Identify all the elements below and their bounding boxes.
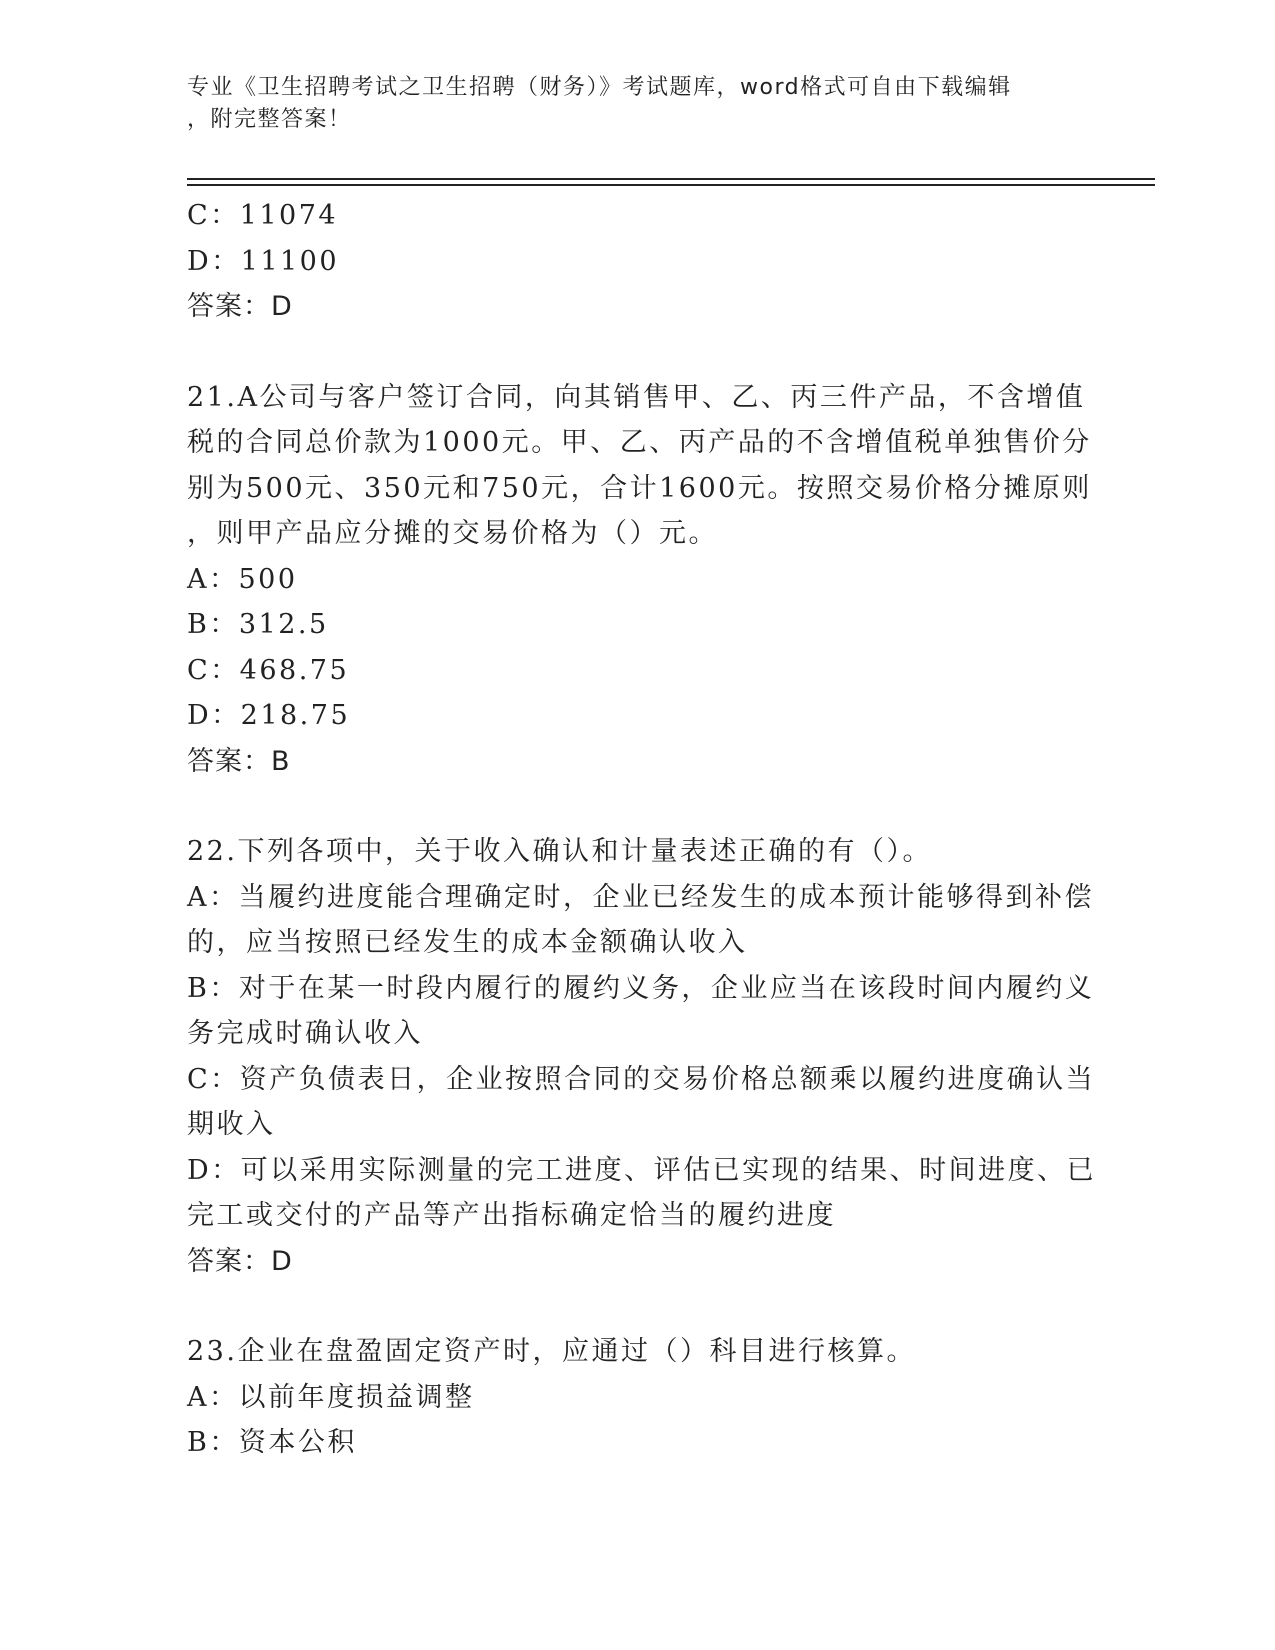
document-body (187, 193, 1097, 1466)
question-stem-line: 23.企业在盘盈固定资产时，应通过（）科目进行核算。 (187, 1336, 916, 1367)
answer-line: 答案：B (187, 745, 291, 777)
option-a: A：500 (187, 563, 298, 595)
option-d: D：218.75 (187, 700, 351, 731)
option-c-line-1: C：资产负债表日，企业按照合同的交易价格总额乘以履约进度确认当 (187, 1063, 1096, 1095)
question-stem-line: 21.A公司与客户签订合同，向其销售甲、乙、丙三件产品，不含增值 (187, 381, 1086, 413)
option-a: A：以前年度损益调整 (187, 1381, 475, 1413)
option-b-line-2: 务完成时确认收入 (187, 1018, 423, 1049)
spacer (187, 330, 1087, 375)
header-rule-top (187, 178, 1155, 180)
question-stem-line: 22.下列各项中，关于收入确认和计量表述正确的有（）。 (187, 836, 932, 867)
option-b-line-1: B：对于在某一时段内履行的履约义务，企业应当在该段时间内履约义 (187, 972, 1095, 1004)
option-b: B：312.5 (187, 609, 329, 640)
option-b: B：资本公积 (187, 1427, 357, 1458)
option-a-line-2: 的，应当按照已经发生的成本金额确认收入 (187, 927, 748, 958)
question-23 (187, 1329, 1087, 1466)
previous-question-tail (187, 193, 1087, 330)
question-stem-line: ，则甲产品应分摊的交易价格为（）元。 (187, 518, 718, 549)
question-stem-line: 税的合同总价款为1000元。甲、乙、丙产品的不含增值税单独售价分 (187, 427, 1092, 458)
header-line-1: 专业《卫生招聘考试之卫生招聘（财务）》考试题库，word格式可自由下载编辑 (187, 75, 1012, 100)
option-c-line-2: 期收入 (187, 1109, 276, 1140)
question-stem-line: 别为500元、350元和750元，合计1600元。按照交易价格分摊原则 (187, 472, 1092, 504)
answer-line: 答案：D (187, 1245, 293, 1277)
spacer (187, 784, 1087, 829)
option-d-line-1: D：可以采用实际测量的完工进度、评估已实现的结果、时间进度、已 (187, 1154, 1097, 1186)
document-header (187, 72, 1067, 136)
option-c: C：11074 (187, 200, 339, 231)
answer-line: 答案：D (187, 291, 293, 322)
spacer (187, 1284, 1087, 1329)
option-a-line-1: A：当履约进度能合理确定时，企业已经发生的成本预计能够得到补偿 (187, 881, 1094, 913)
question-21 (187, 375, 1092, 785)
header-line-2: ，附完整答案！ (187, 107, 352, 132)
option-c: C：468.75 (187, 654, 350, 686)
question-22 (187, 829, 1097, 1284)
header-rule-bottom (187, 184, 1155, 186)
option-d: D：11100 (187, 245, 340, 277)
option-d-line-2: 完工或交付的产品等产出指标确定恰当的履约进度 (187, 1200, 836, 1231)
